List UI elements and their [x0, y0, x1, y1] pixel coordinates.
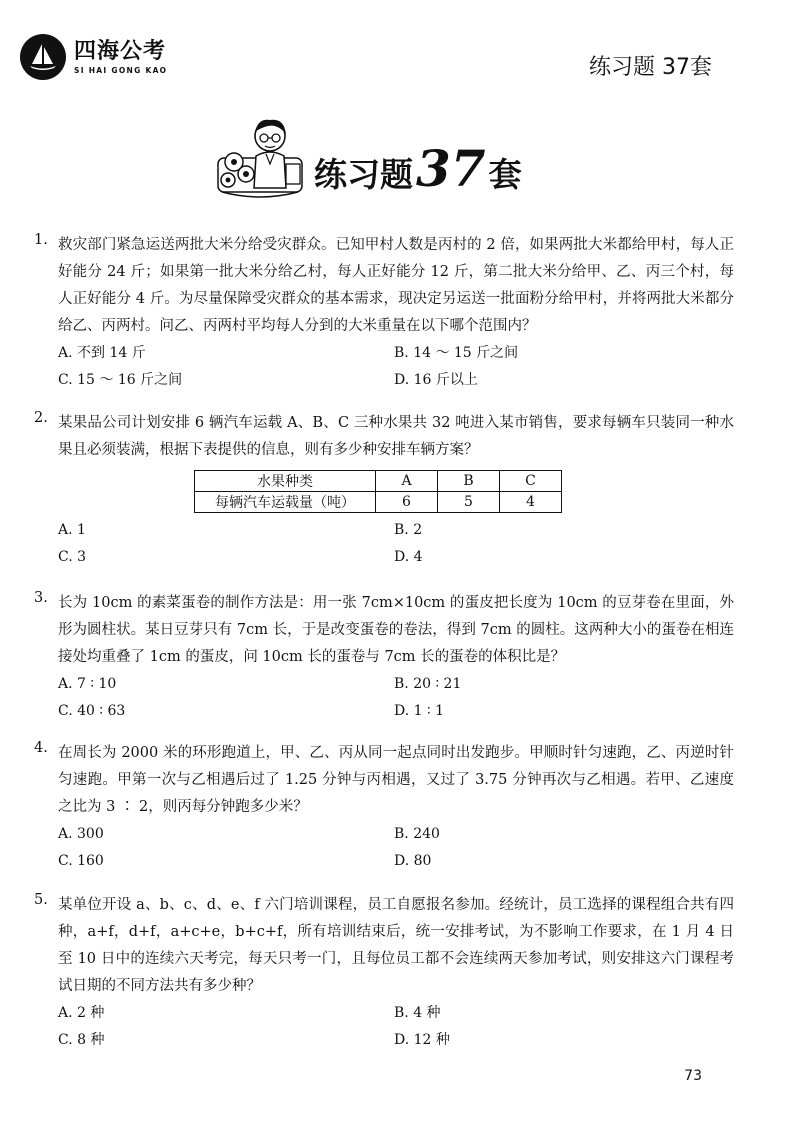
table-cell: 6 [376, 492, 438, 513]
answer-options [58, 340, 734, 394]
question-3 [34, 590, 734, 725]
question-4 [34, 740, 734, 875]
question-number: 3. [34, 590, 48, 606]
table-header-cell: A [376, 471, 438, 492]
page-number: 73 [684, 1068, 702, 1084]
question-number: 4. [34, 740, 48, 756]
answer-options [58, 821, 734, 875]
option-b[interactable]: B. 240 [394, 826, 440, 842]
option-a[interactable]: A. 300 [58, 826, 104, 842]
option-c[interactable]: C. 8 种 [58, 1032, 105, 1048]
option-d[interactable]: D. 4 [394, 549, 423, 565]
page-title [212, 112, 522, 206]
option-d[interactable]: D. 1 ∶ 1 [394, 703, 444, 719]
option-b[interactable]: B. 4 种 [394, 1005, 441, 1021]
option-a[interactable]: A. 不到 14 斤 [58, 345, 146, 361]
table-header-cell: C [500, 471, 562, 492]
option-a[interactable]: A. 2 种 [58, 1005, 105, 1021]
question-number: 2. [34, 410, 48, 426]
table-row [195, 471, 562, 492]
question-2 [34, 410, 734, 571]
publisher-logo [20, 34, 167, 80]
question-number: 1. [34, 232, 48, 248]
question-number: 5. [34, 892, 48, 908]
question-text: 救灾部门紧急运送两批大米分给受灾群众。已知甲村人数是丙村的 2 倍，如果两批大米都给甲村，每人正好能分 24 斤；如果第一批大米分给乙村，每人正好能分 12 斤，第二批大米分给甲、乙、丙三个村，每人正好能分 4 斤。为尽量保障受灾群众的基本需求，现决定另运送一批面粉分给甲村，并将两批大米都分给乙、丙两村。问乙、丙两村平均每人分到的大米重量在以下哪个范围内？ [58, 237, 734, 334]
answer-options [58, 671, 734, 725]
option-d[interactable]: D. 12 种 [394, 1032, 450, 1048]
table-cell: 4 [500, 492, 562, 513]
option-b[interactable]: B. 14 ～ 15 斤之间 [394, 345, 519, 361]
option-c[interactable]: C. 3 [58, 549, 87, 565]
title-prefix: 练习题 [314, 155, 413, 194]
answer-options [58, 517, 734, 571]
table-row [195, 492, 562, 513]
table-cell: 5 [438, 492, 500, 513]
question-5 [34, 892, 734, 1054]
logo-chinese-name: 四海公考 [74, 38, 167, 64]
option-a[interactable]: A. 1 [58, 522, 86, 538]
option-a[interactable]: A. 7 ∶ 10 [58, 676, 117, 692]
title-number: 37 [416, 139, 486, 198]
logo-english-name: SI HAI GONG KAO [74, 65, 168, 75]
option-c[interactable]: C. 160 [58, 853, 104, 869]
sailboat-logo-icon [20, 34, 66, 80]
header-set-label: 练习题 37套 [589, 55, 712, 80]
question-text: 长为 10cm 的素菜蛋卷的制作方法是：用一张 7cm×10cm 的蛋皮把长度为 10cm 的豆芽卷在里面，外形为圆柱状。某日豆芽只有 7cm 长，于是改变蛋卷的卷法，得到 7cm 的圆柱。这两种大小的蛋卷在相连接处均重叠了 1cm 的蛋皮，问 10cm 长的蛋卷与 7cm 长的蛋卷的体积比是？ [58, 595, 734, 665]
question-1 [34, 232, 734, 394]
option-b[interactable]: B. 20 ∶ 21 [394, 676, 462, 692]
question-text: 在周长为 2000 米的环形跑道上，甲、乙、丙从同一起点同时出发跑步。甲顺时针匀速跑，乙、丙逆时针匀速跑。甲第一次与乙相遇后过了 1.25 分钟与丙相遇，又过了 3.75 分钟再次与乙相遇。若甲、乙速度之比为 3 ∶ 2，则丙每分钟跑多少米？ [58, 745, 734, 815]
teacher-mascot-icon [212, 112, 312, 206]
option-d[interactable]: D. 16 斤以上 [394, 372, 478, 388]
question-text: 某果品公司计划安排 6 辆汽车运载 A、B、C 三种水果共 32 吨进入某市销售，要求每辆车只装同一种水果且必须装满，根据下表提供的信息，则有多少种安排车辆方案？ [58, 415, 734, 458]
option-b[interactable]: B. 2 [394, 522, 423, 538]
table-header-cell: B [438, 471, 500, 492]
option-d[interactable]: D. 80 [394, 853, 432, 869]
option-c[interactable]: C. 40 ∶ 63 [58, 703, 126, 719]
table-cell: 每辆汽车运载量（吨） [195, 492, 376, 513]
title-suffix: 套 [488, 155, 522, 194]
option-c[interactable]: C. 15 ～ 16 斤之间 [58, 372, 183, 388]
fruit-capacity-table [194, 470, 562, 513]
question-text: 某单位开设 a、b、c、d、e、f 六门培训课程，员工自愿报名参加。经统计，员工选择的课程组合共有四种，a+f，d+f，a+c+e，b+c+f，所有培训结束后，统一安排考试，为不影响工作要求，在 1 月 4 日至 10 日中的连续六天考完，每天只考一门，且每位员工都不会连续两天参加考试，则安排这六门课程考试日期的不同方法共有多少种？ [58, 897, 734, 994]
table-header-cell: 水果种类 [195, 471, 376, 492]
answer-options [58, 1000, 734, 1054]
